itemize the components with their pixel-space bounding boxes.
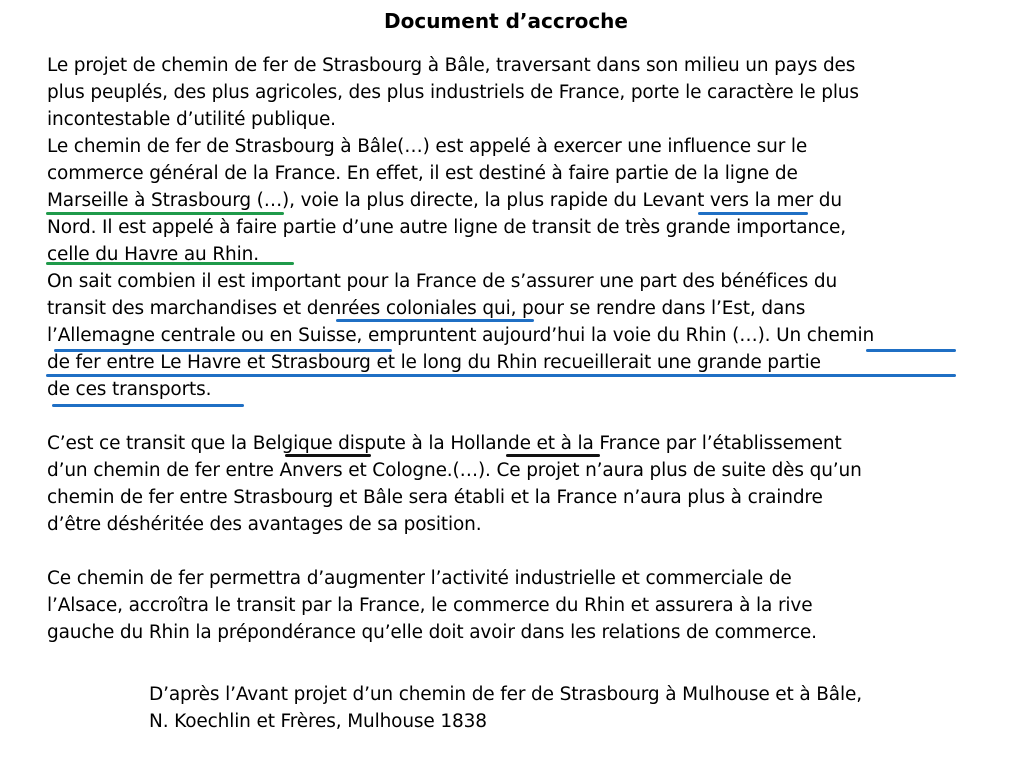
underline-ces-transports: [52, 404, 244, 407]
text-line: l’Alsace, accroîtra le transit par la France, le commerce du Rhin et assurera à la rive: [47, 595, 813, 616]
text-line: Ce chemin de fer permettra d’augmenter l’activité industrielle et commerciale de: [47, 568, 792, 589]
text-line: transit des marchandises et denrées coloniales qui, pour se rendre dans l’Est, dans: [47, 298, 806, 319]
text-line: plus peuplés, des plus agricoles, des plus industriels de France, porte le caractère le plus: [47, 82, 859, 103]
paragraph-gap: [47, 403, 997, 430]
text-line: C’est ce transit que la Belgique dispute à la Hollande et à la France par l’établissement: [47, 433, 842, 454]
underline-marseille-strasbourg: [46, 212, 284, 215]
text-line: Le chemin de fer de Strasbourg à Bâle(…) est appelé à exercer une influence sur le: [47, 136, 808, 157]
underline-allemagne-suisse: [54, 349, 392, 352]
text-line: Le projet de chemin de fer de Strasbourg à Bâle, traversant dans son milieu un pays des: [47, 55, 856, 76]
text-line: incontestable d’utilité publique.: [47, 109, 336, 130]
paragraph-gap: [47, 538, 997, 565]
text-line: Marseille à Strasbourg (…), voie la plus directe, la plus rapide du Levant vers la mer du: [47, 190, 842, 211]
paragraph-2: [47, 430, 997, 538]
paragraph-3: [47, 565, 997, 646]
underline-un-chemin: [866, 349, 956, 352]
text-line: commerce général de la France. En effet, il est destiné à faire partie de la ligne de: [47, 163, 798, 184]
page-title: Document d’accroche: [384, 9, 628, 33]
text-line: de fer entre Le Havre et Strasbourg et le long du Rhin recueillerait une grande partie: [47, 352, 821, 373]
underline-hollande: [506, 454, 600, 457]
citation-line: N. Koechlin et Frères, Mulhouse 1838: [149, 711, 487, 732]
underline-denrees-coloniales: [336, 319, 534, 322]
underline-havre-rhin: [46, 262, 294, 265]
text-line: l’Allemagne centrale ou en Suisse, empruntent aujourd’hui la voie du Rhin (…). Un chemin: [47, 325, 875, 346]
source-citation: [149, 681, 862, 735]
text-line: d’un chemin de fer entre Anvers et Cologne.(…). Ce projet n’aura plus de suite dès qu’un: [47, 460, 862, 481]
text-line: chemin de fer entre Strasbourg et Bâle sera établi et la France n’aura plus à craindre: [47, 487, 823, 508]
text-line: gauche du Rhin la prépondérance qu’elle doit avoir dans les relations de commerce.: [47, 622, 817, 643]
underline-belgique: [285, 454, 371, 457]
underline-havre-strasbourg: [46, 374, 956, 377]
underline-du-levant: [698, 212, 808, 215]
text-line: d’être déshéritée des avantages de sa position.: [47, 514, 482, 535]
text-line: celle du Havre au Rhin.: [47, 244, 259, 265]
text-line: On sait combien il est important pour la France de s’assurer une part des bénéfices du: [47, 271, 838, 292]
text-line: Nord. Il est appelé à faire partie d’une autre ligne de transit de très grande importance,: [47, 217, 847, 238]
text-line: de ces transports.: [47, 379, 212, 400]
citation-line: D’après l’Avant projet d’un chemin de fer de Strasbourg à Mulhouse et à Bâle,: [149, 684, 862, 705]
